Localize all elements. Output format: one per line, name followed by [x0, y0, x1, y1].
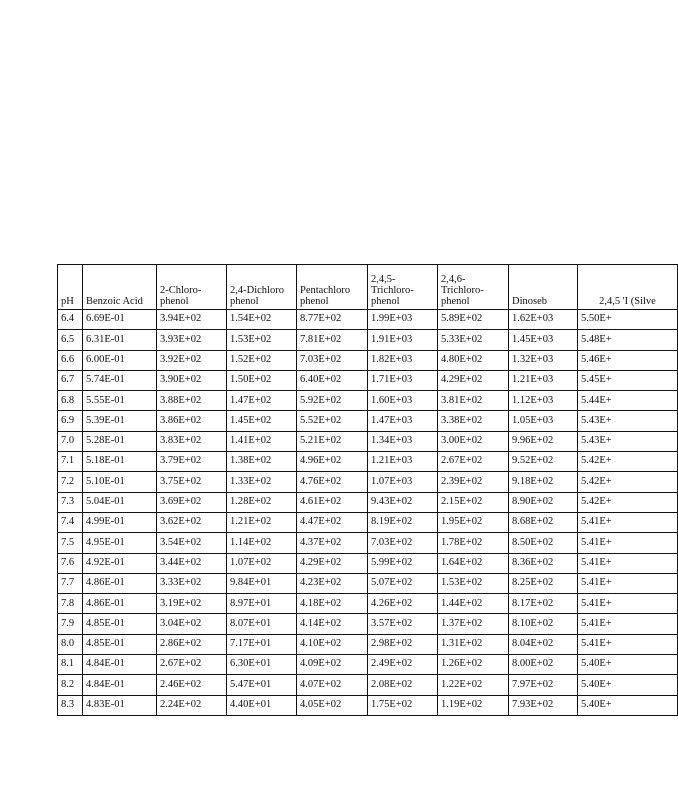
value-cell: 4.07E+02	[297, 675, 368, 695]
table-row	[58, 533, 678, 553]
value-cell: 1.53E+02	[438, 573, 509, 593]
value-cell: 5.40E+	[578, 695, 678, 715]
value-cell: 3.93E+02	[157, 330, 227, 350]
table-body	[58, 310, 678, 716]
value-cell: 5.10E-01	[83, 472, 157, 492]
value-cell: 2.24E+02	[157, 695, 227, 715]
value-cell: 4.84E-01	[83, 655, 157, 675]
value-cell: 4.26E+02	[368, 594, 438, 614]
value-cell: 1.05E+03	[509, 411, 578, 431]
value-cell: 1.60E+03	[368, 391, 438, 411]
value-cell: 5.07E+02	[368, 573, 438, 593]
value-cell: 4.18E+02	[297, 594, 368, 614]
value-cell: 2.67E+02	[157, 655, 227, 675]
value-cell: 8.36E+02	[509, 553, 578, 573]
data-table	[57, 264, 678, 716]
value-cell: 4.83E-01	[83, 695, 157, 715]
value-cell: 9.96E+02	[509, 431, 578, 451]
value-cell: 4.29E+02	[297, 553, 368, 573]
value-cell: 5.21E+02	[297, 431, 368, 451]
value-cell: 3.81E+02	[438, 391, 509, 411]
value-cell: 2.39E+02	[438, 472, 509, 492]
value-cell: 5.52E+02	[297, 411, 368, 431]
table-row	[58, 330, 678, 350]
value-cell: 5.55E-01	[83, 391, 157, 411]
ph-cell: 7.7	[58, 573, 83, 593]
value-cell: 3.57E+02	[368, 614, 438, 634]
value-cell: 5.41E+	[578, 573, 678, 593]
value-cell: 5.47E+01	[227, 675, 297, 695]
value-cell: 3.54E+02	[157, 533, 227, 553]
value-cell: 4.99E-01	[83, 512, 157, 532]
value-cell: 1.45E+03	[509, 330, 578, 350]
value-cell: 2.67E+02	[438, 452, 509, 472]
ph-cell: 6.8	[58, 391, 83, 411]
value-cell: 3.94E+02	[157, 310, 227, 330]
value-cell: 5.42E+	[578, 472, 678, 492]
value-cell: 8.00E+02	[509, 655, 578, 675]
value-cell: 1.14E+02	[227, 533, 297, 553]
table-row	[58, 310, 678, 330]
value-cell: 7.81E+02	[297, 330, 368, 350]
value-cell: 3.92E+02	[157, 350, 227, 370]
value-cell: 4.84E-01	[83, 675, 157, 695]
ph-cell: 7.5	[58, 533, 83, 553]
value-cell: 7.03E+02	[297, 350, 368, 370]
value-cell: 5.42E+	[578, 452, 678, 472]
value-cell: 2.49E+02	[368, 655, 438, 675]
col-header-dinoseb: Dinoseb	[509, 265, 578, 310]
value-cell: 3.79E+02	[157, 452, 227, 472]
value-cell: 8.90E+02	[509, 492, 578, 512]
value-cell: 3.00E+02	[438, 431, 509, 451]
value-cell: 1.19E+02	[438, 695, 509, 715]
value-cell: 5.41E+	[578, 553, 678, 573]
value-cell: 4.86E-01	[83, 573, 157, 593]
value-cell: 1.75E+02	[368, 695, 438, 715]
value-cell: 3.44E+02	[157, 553, 227, 573]
value-cell: 5.28E-01	[83, 431, 157, 451]
value-cell: 5.50E+	[578, 310, 678, 330]
table-row	[58, 411, 678, 431]
value-cell: 3.83E+02	[157, 431, 227, 451]
value-cell: 5.41E+	[578, 594, 678, 614]
value-cell: 3.38E+02	[438, 411, 509, 431]
value-cell: 5.04E-01	[83, 492, 157, 512]
value-cell: 4.92E-01	[83, 553, 157, 573]
value-cell: 5.44E+	[578, 391, 678, 411]
value-cell: 1.07E+03	[368, 472, 438, 492]
value-cell: 9.84E+01	[227, 573, 297, 593]
value-cell: 2.86E+02	[157, 634, 227, 654]
ph-cell: 6.7	[58, 370, 83, 390]
col-header-benzoic-acid: Benzoic Acid	[83, 265, 157, 310]
value-cell: 3.04E+02	[157, 614, 227, 634]
value-cell: 1.47E+02	[227, 391, 297, 411]
ph-cell: 8.0	[58, 634, 83, 654]
value-cell: 8.10E+02	[509, 614, 578, 634]
value-cell: 3.62E+02	[157, 512, 227, 532]
value-cell: 5.46E+	[578, 350, 678, 370]
value-cell: 8.50E+02	[509, 533, 578, 553]
value-cell: 5.18E-01	[83, 452, 157, 472]
value-cell: 5.41E+	[578, 634, 678, 654]
data-table-container	[57, 264, 656, 722]
value-cell: 3.88E+02	[157, 391, 227, 411]
table-row	[58, 391, 678, 411]
value-cell: 4.05E+02	[297, 695, 368, 715]
value-cell: 1.78E+02	[438, 533, 509, 553]
value-cell: 1.21E+03	[368, 452, 438, 472]
table-header	[58, 265, 678, 310]
table-row	[58, 492, 678, 512]
value-cell: 1.41E+02	[227, 431, 297, 451]
table-row	[58, 370, 678, 390]
value-cell: 8.04E+02	[509, 634, 578, 654]
value-cell: 1.54E+02	[227, 310, 297, 330]
value-cell: 5.45E+	[578, 370, 678, 390]
value-cell: 1.82E+03	[368, 350, 438, 370]
value-cell: 2.08E+02	[368, 675, 438, 695]
value-cell: 1.28E+02	[227, 492, 297, 512]
value-cell: 1.38E+02	[227, 452, 297, 472]
value-cell: 5.43E+	[578, 431, 678, 451]
value-cell: 7.97E+02	[509, 675, 578, 695]
value-cell: 5.99E+02	[368, 553, 438, 573]
value-cell: 4.14E+02	[297, 614, 368, 634]
value-cell: 5.40E+	[578, 655, 678, 675]
value-cell: 3.90E+02	[157, 370, 227, 390]
value-cell: 4.29E+02	[438, 370, 509, 390]
value-cell: 4.61E+02	[297, 492, 368, 512]
value-cell: 1.21E+03	[509, 370, 578, 390]
value-cell: 4.95E-01	[83, 533, 157, 553]
value-cell: 6.30E+01	[227, 655, 297, 675]
ph-cell: 6.9	[58, 411, 83, 431]
table-row	[58, 675, 678, 695]
ph-cell: 7.9	[58, 614, 83, 634]
ph-cell: 7.3	[58, 492, 83, 512]
value-cell: 4.40E+01	[227, 695, 297, 715]
value-cell: 4.76E+02	[297, 472, 368, 492]
value-cell: 5.74E-01	[83, 370, 157, 390]
table-row	[58, 350, 678, 370]
value-cell: 8.25E+02	[509, 573, 578, 593]
col-header-2-4-5-tp-silvex: 2,4,5 'I (Silve	[578, 265, 678, 310]
value-cell: 9.18E+02	[509, 472, 578, 492]
value-cell: 8.77E+02	[297, 310, 368, 330]
ph-cell: 8.3	[58, 695, 83, 715]
value-cell: 4.80E+02	[438, 350, 509, 370]
ph-cell: 6.5	[58, 330, 83, 350]
value-cell: 5.92E+02	[297, 391, 368, 411]
ph-cell: 6.4	[58, 310, 83, 330]
value-cell: 4.85E-01	[83, 634, 157, 654]
table-row	[58, 634, 678, 654]
ph-cell: 8.1	[58, 655, 83, 675]
ph-cell: 7.8	[58, 594, 83, 614]
value-cell: 1.32E+03	[509, 350, 578, 370]
table-row	[58, 573, 678, 593]
value-cell: 3.69E+02	[157, 492, 227, 512]
value-cell: 6.69E-01	[83, 310, 157, 330]
value-cell: 1.71E+03	[368, 370, 438, 390]
value-cell: 9.52E+02	[509, 452, 578, 472]
ph-cell: 7.0	[58, 431, 83, 451]
table-row	[58, 452, 678, 472]
value-cell: 2.98E+02	[368, 634, 438, 654]
value-cell: 5.39E-01	[83, 411, 157, 431]
value-cell: 3.33E+02	[157, 573, 227, 593]
value-cell: 1.31E+02	[438, 634, 509, 654]
value-cell: 7.17E+01	[227, 634, 297, 654]
value-cell: 3.75E+02	[157, 472, 227, 492]
value-cell: 8.19E+02	[368, 512, 438, 532]
value-cell: 5.40E+	[578, 675, 678, 695]
value-cell: 8.97E+01	[227, 594, 297, 614]
col-header-2-4-6-trichlorophenol: 2,4,6-Trichloro-phenol	[438, 265, 509, 310]
value-cell: 1.12E+03	[509, 391, 578, 411]
value-cell: 4.23E+02	[297, 573, 368, 593]
value-cell: 9.43E+02	[368, 492, 438, 512]
value-cell: 1.99E+03	[368, 310, 438, 330]
value-cell: 1.07E+02	[227, 553, 297, 573]
value-cell: 1.95E+02	[438, 512, 509, 532]
value-cell: 1.47E+03	[368, 411, 438, 431]
value-cell: 1.64E+02	[438, 553, 509, 573]
value-cell: 1.91E+03	[368, 330, 438, 350]
value-cell: 1.52E+02	[227, 350, 297, 370]
value-cell: 1.33E+02	[227, 472, 297, 492]
value-cell: 6.00E-01	[83, 350, 157, 370]
value-cell: 5.33E+02	[438, 330, 509, 350]
table-row	[58, 614, 678, 634]
value-cell: 3.86E+02	[157, 411, 227, 431]
value-cell: 4.37E+02	[297, 533, 368, 553]
col-header-pentachlorophenol: Pentachloro phenol	[297, 265, 368, 310]
value-cell: 6.40E+02	[297, 370, 368, 390]
col-header-2-4-dichlorophenol: 2,4-Dichloro phenol	[227, 265, 297, 310]
value-cell: 5.41E+	[578, 614, 678, 634]
col-header-ph: pH	[58, 265, 83, 310]
value-cell: 8.68E+02	[509, 512, 578, 532]
value-cell: 1.62E+03	[509, 310, 578, 330]
value-cell: 2.15E+02	[438, 492, 509, 512]
value-cell: 4.86E-01	[83, 594, 157, 614]
value-cell: 5.41E+	[578, 512, 678, 532]
value-cell: 1.37E+02	[438, 614, 509, 634]
value-cell: 7.93E+02	[509, 695, 578, 715]
value-cell: 5.89E+02	[438, 310, 509, 330]
table-row	[58, 472, 678, 492]
table-row	[58, 431, 678, 451]
value-cell: 1.50E+02	[227, 370, 297, 390]
ph-cell: 7.2	[58, 472, 83, 492]
value-cell: 1.44E+02	[438, 594, 509, 614]
value-cell: 4.10E+02	[297, 634, 368, 654]
col-header-2-chlorophenol: 2-Chloro-phenol	[157, 265, 227, 310]
value-cell: 7.03E+02	[368, 533, 438, 553]
value-cell: 2.46E+02	[157, 675, 227, 695]
header-row	[58, 265, 678, 310]
table-row	[58, 594, 678, 614]
value-cell: 1.21E+02	[227, 512, 297, 532]
value-cell: 5.43E+	[578, 411, 678, 431]
col-header-2-4-5-trichlorophenol: 2,4,5-Trichloro-phenol	[368, 265, 438, 310]
value-cell: 4.85E-01	[83, 614, 157, 634]
value-cell: 1.45E+02	[227, 411, 297, 431]
table-row	[58, 695, 678, 715]
ph-cell: 8.2	[58, 675, 83, 695]
value-cell: 1.53E+02	[227, 330, 297, 350]
value-cell: 1.34E+03	[368, 431, 438, 451]
ph-cell: 7.1	[58, 452, 83, 472]
value-cell: 3.19E+02	[157, 594, 227, 614]
value-cell: 4.09E+02	[297, 655, 368, 675]
value-cell: 5.42E+	[578, 492, 678, 512]
ph-cell: 6.6	[58, 350, 83, 370]
table-row	[58, 655, 678, 675]
ph-cell: 7.6	[58, 553, 83, 573]
value-cell: 4.96E+02	[297, 452, 368, 472]
value-cell: 8.07E+01	[227, 614, 297, 634]
ph-cell: 7.4	[58, 512, 83, 532]
value-cell: 5.48E+	[578, 330, 678, 350]
value-cell: 5.41E+	[578, 533, 678, 553]
value-cell: 8.17E+02	[509, 594, 578, 614]
value-cell: 1.26E+02	[438, 655, 509, 675]
value-cell: 1.22E+02	[438, 675, 509, 695]
table-row	[58, 553, 678, 573]
value-cell: 6.31E-01	[83, 330, 157, 350]
value-cell: 4.47E+02	[297, 512, 368, 532]
table-row	[58, 512, 678, 532]
